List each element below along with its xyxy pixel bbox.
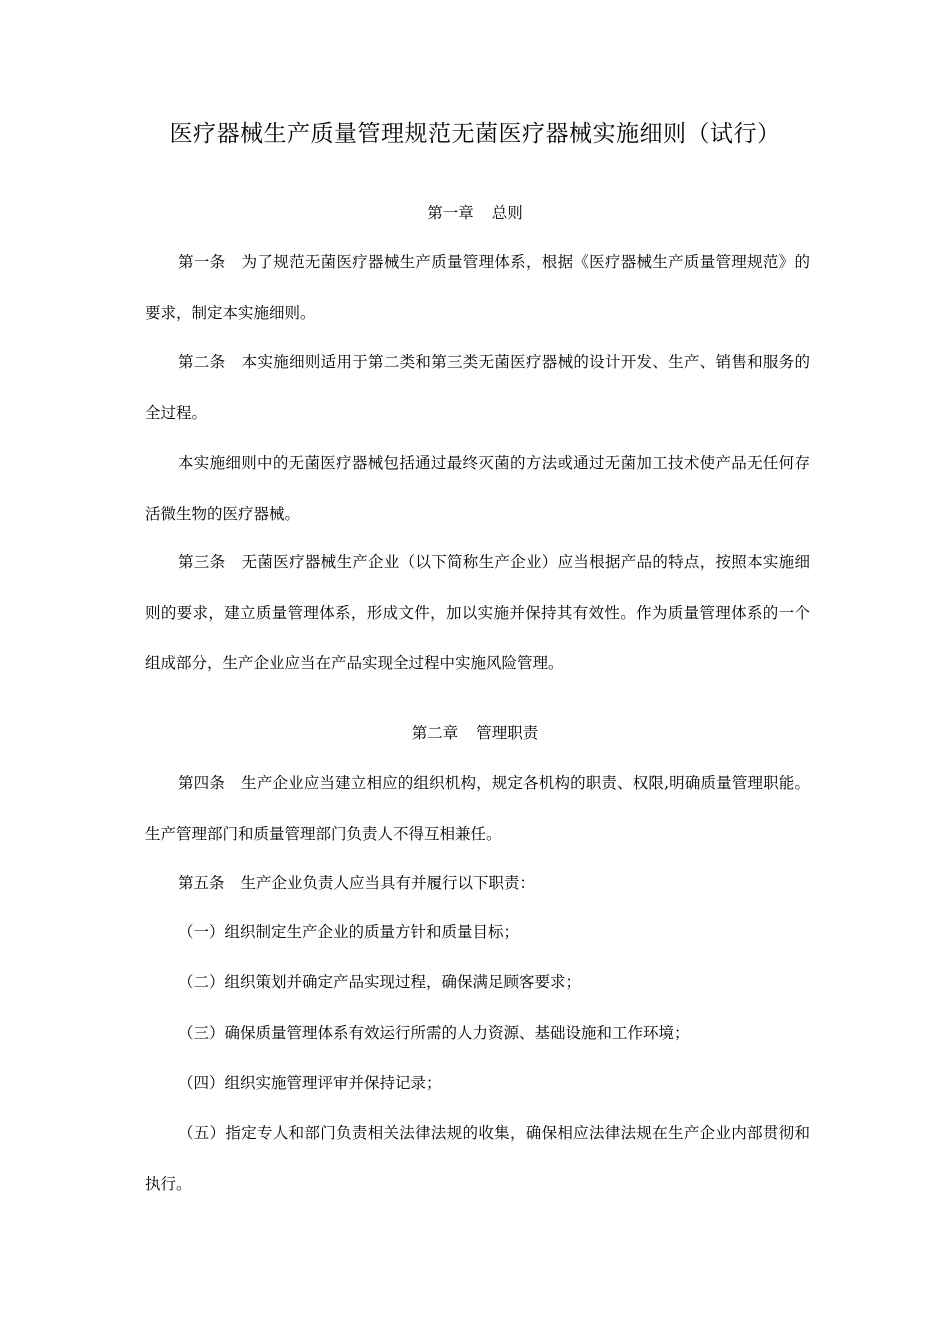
article-number: 第二条 <box>178 353 226 371</box>
list-item-text: （三）确保质量管理体系有效运行所需的人力资源、基础设施和工作环境； <box>178 1024 690 1042</box>
list-item-text: （五）指定专人和部门负责相关法律法规的收集，确保相应法律法规在生产企业内部贯彻和执行。 <box>145 1124 810 1193</box>
paragraph-text: 本实施细则中的无菌医疗器械包括通过最终灭菌的方法或通过无菌加工技术使产品无任何存活微生物的医疗器械。 <box>145 454 810 523</box>
list-item <box>145 907 810 958</box>
chapter-heading-1 <box>0 201 950 225</box>
article-number: 第一条 <box>178 253 226 271</box>
body-paragraph <box>145 438 810 539</box>
article-text: 生产企业负责人应当具有并履行以下职责： <box>240 874 536 892</box>
list-item <box>145 1108 810 1209</box>
chapter-heading-2 <box>0 721 950 745</box>
chapter-name: 管理职责 <box>476 724 539 742</box>
list-item-text: （一）组织制定生产企业的质量方针和质量目标； <box>178 923 520 941</box>
chapter-number: 第二章 <box>411 724 459 742</box>
article-paragraph <box>145 758 810 859</box>
chapter-name: 总则 <box>491 204 523 222</box>
list-item <box>145 957 810 1008</box>
article-number: 第四条 <box>178 774 225 792</box>
list-item <box>145 1008 810 1059</box>
list-item-text: （二）组织策划并确定产品实现过程，确保满足顾客要求； <box>178 973 582 991</box>
list-item <box>145 1058 810 1109</box>
article-text: 无菌医疗器械生产企业（以下简称生产企业）应当根据产品的特点，按照本实施细则的要求，建立质量管理体系，形成文件，加以实施并保持其有效性。作为质量管理体系的一个组成部分，生产企业应当在产品实现全过程中实施风险管理。 <box>145 553 810 673</box>
article-text: 生产企业应当建立相应的组织机构，规定各机构的职责、权限,明确质量管理职能。生产管理部门和质量管理部门负责人不得互相兼任。 <box>145 774 810 843</box>
article-paragraph <box>145 858 810 909</box>
document-title: 医疗器械生产质量管理规范无菌医疗器械实施细则（试行） <box>169 121 781 147</box>
article-number: 第五条 <box>178 874 225 892</box>
article-text: 为了规范无菌医疗器械生产质量管理体系，根据《医疗器械生产质量管理规范》的要求，制定本实施细则。 <box>145 253 810 322</box>
article-paragraph <box>145 337 810 438</box>
article-paragraph <box>145 237 810 338</box>
article-text: 本实施细则适用于第二类和第三类无菌医疗器械的设计开发、生产、销售和服务的全过程。 <box>145 353 810 422</box>
list-item-text: （四）组织实施管理评审并保持记录； <box>178 1074 442 1092</box>
chapter-number: 第一章 <box>427 204 474 222</box>
article-number: 第三条 <box>178 553 226 571</box>
article-paragraph <box>145 537 810 689</box>
